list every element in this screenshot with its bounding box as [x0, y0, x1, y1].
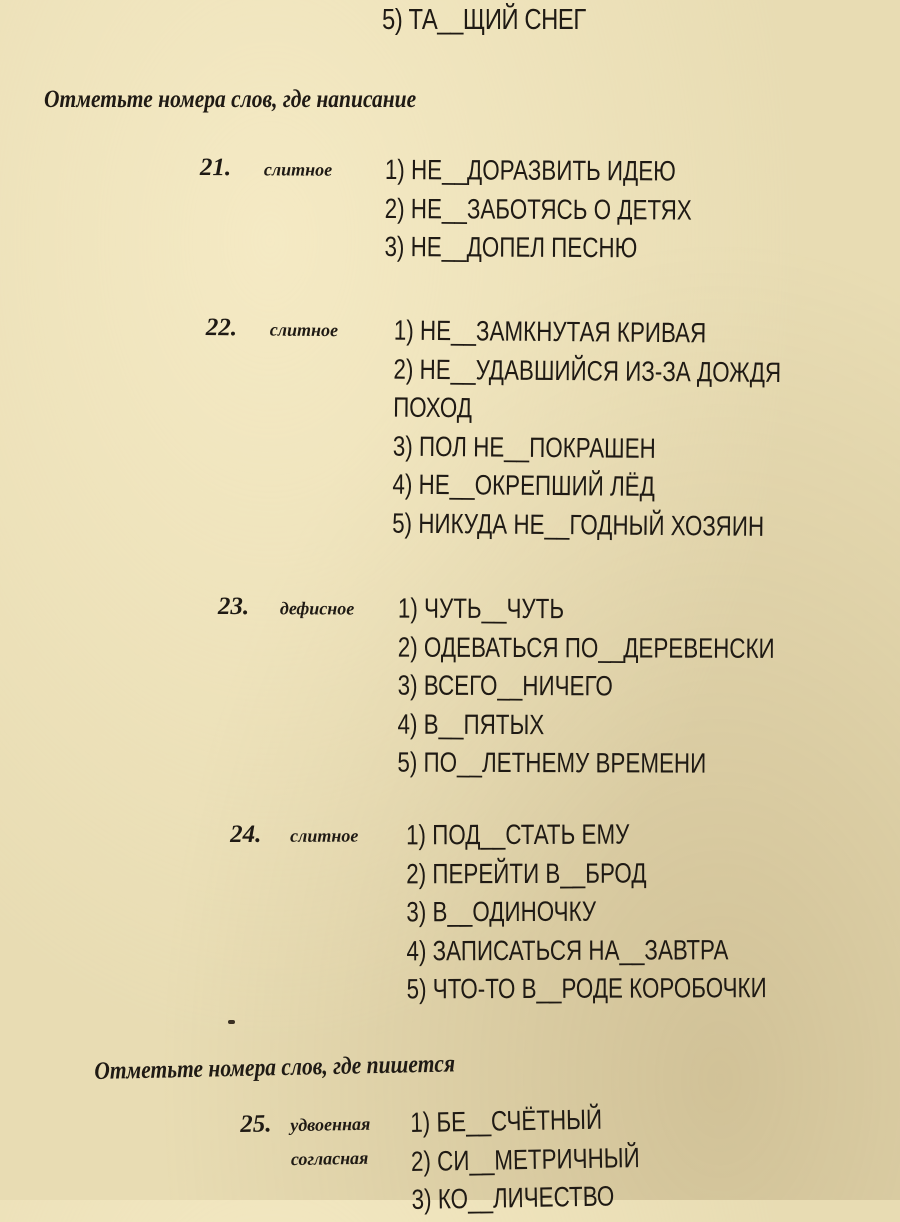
task-item: 5) НИКУДА НЕ__ГОДНЫЙ ХОЗЯИН	[392, 507, 765, 542]
task-item: 3) КО__ЛИЧЕСТВО	[411, 1180, 615, 1216]
task-number: 24.	[230, 820, 262, 848]
previous-task-item: 5) ТА__ЩИЙ СНЕГ	[382, 4, 586, 36]
task-item: 3) ПОЛ НЕ__ПОКРАШЕН	[392, 430, 656, 464]
task-item: 1) НЕ__ЗАМКНУТАЯ КРИВАЯ	[393, 314, 707, 349]
task-item: 2) СИ__МЕТРИЧНЫЙ	[410, 1141, 640, 1177]
task-type-label: удвоенная согласная	[290, 1113, 371, 1170]
instruction-heading: Отметьте номера слов, где написание	[44, 86, 417, 113]
task-item: 1) БЕ__СЧЁТНЫЙ	[410, 1103, 603, 1139]
task-item: 2) НЕ__УДАВШИЙСЯ ИЗ-ЗА ДОЖДЯ	[393, 353, 782, 388]
task-item-list	[410, 1099, 698, 1219]
task-number: 22.	[205, 313, 238, 342]
task-item: 5) ПО__ЛЕТНЕМУ ВРЕМЕНИ	[397, 746, 707, 779]
task-item: 1) ПОД__СТАТЬ ЕМУ	[406, 818, 630, 851]
task-item: 2) ПЕРЕЙТИ В__БРОД	[406, 857, 647, 889]
task-item: 1) ЧУТЬ__ЧУТЬ	[397, 592, 565, 625]
task-item: 3) ВСЕГО__НИЧЕГО	[397, 669, 613, 702]
task-item: 3) В__ОДИНОЧКУ	[406, 895, 597, 928]
task-item: 2) ОДЕВАТЬСЯ ПО__ДЕРЕВЕНСКИ	[397, 631, 775, 664]
task-item-list	[384, 151, 768, 269]
task-type-label: дефисное	[279, 598, 355, 619]
task-item: 1) НЕ__ДОРАЗВИТЬ ИДЕЮ	[384, 153, 676, 187]
task-item-list	[397, 590, 869, 784]
task-number: 23.	[217, 593, 250, 621]
task-item-continuation: ПОХОД	[393, 391, 473, 424]
task-type-label: слитное	[290, 825, 359, 846]
task-item-list	[406, 815, 857, 1009]
instruction-heading: Отметьте номера слов, где пишется	[94, 1050, 456, 1085]
task-item: 4) НЕ__ОКРЕПШИЙ ЛЁД	[392, 468, 656, 502]
task-item: 3) НЕ__ДОПЕЛ ПЕСНЮ	[384, 230, 638, 264]
task-item: 5) ЧТО-ТО В__РОДЕ КОРОБОЧКИ	[406, 972, 767, 1005]
task-number: 21.	[199, 153, 232, 182]
task-item: 2) НЕ__ЗАБОТЯСЬ О ДЕТЯХ	[384, 192, 692, 226]
task-item: 4) ЗАПИСАТЬСЯ НА__ЗАВТРА	[406, 933, 729, 966]
ink-mark	[228, 1020, 235, 1024]
task-type-label: слитное	[263, 159, 333, 180]
task-type-label: слитное	[269, 319, 339, 341]
task-number: 25.	[240, 1110, 272, 1138]
task-item: 4) В__ПЯТЫХ	[397, 708, 545, 740]
task-item-list	[392, 312, 879, 547]
